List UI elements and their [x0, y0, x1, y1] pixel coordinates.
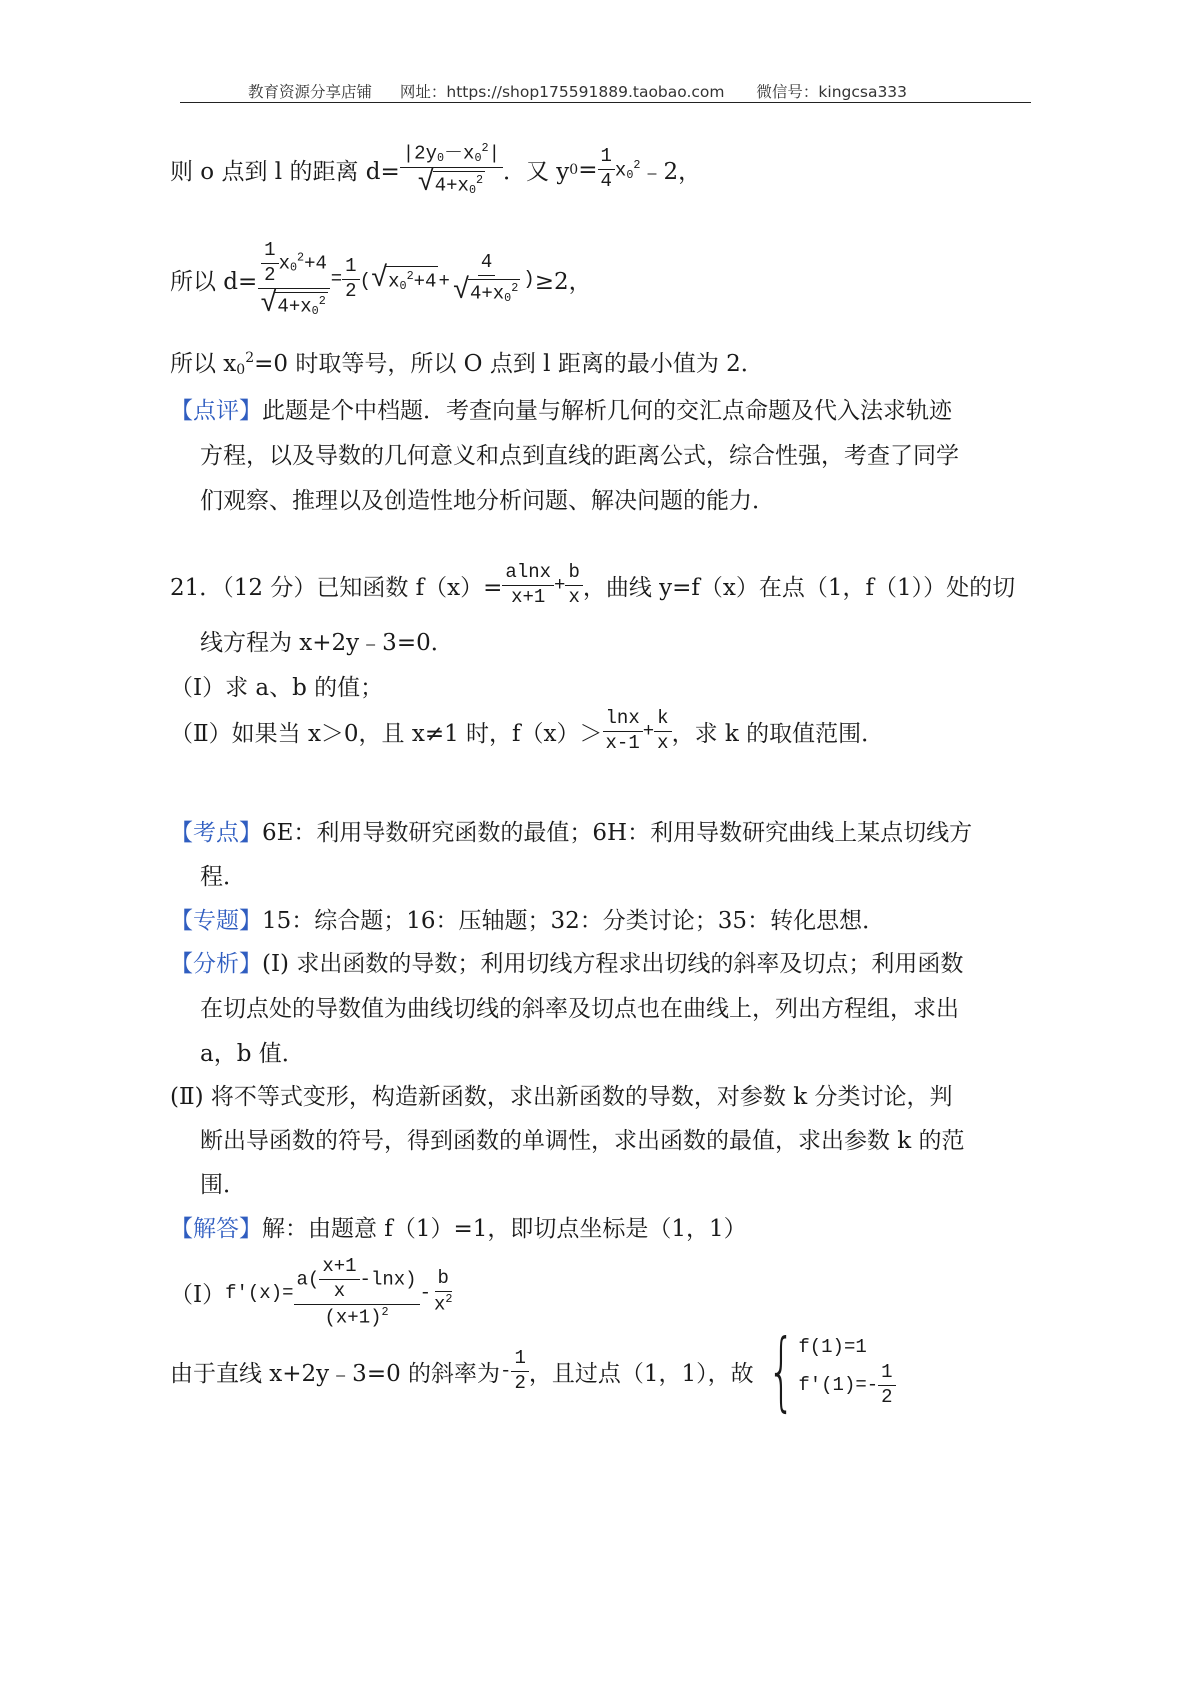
d-inequality: ≥2， [534, 268, 592, 295]
distance-text: 则 o 点到 l 的距离 d= [170, 159, 400, 186]
shop-url[interactable]: https://shop175591889.taobao.com [446, 83, 725, 101]
derivative-line: （Ⅰ） f′(x)= a( $\frac{x+1}{x}$ -lnx) $(x+1)^2$ - $\frac{b}{x^2}$ [170, 1255, 453, 1329]
stem-prefix: 21．（12 分）已知函数 f（x）= [170, 574, 503, 601]
fenxi-line-5: 断出导函数的符号，得到函数的单调性，求出函数的最值，求出参数 k 的范 [200, 1128, 965, 1154]
fenxi-line-6: 围． [200, 1172, 246, 1198]
zhuanti-line [170, 902, 885, 935]
min-prefix: 所以 x [170, 351, 237, 377]
comment-text-1: 此题是个中档题．考查向量与解析几何的交汇点命题及代入法求轨迹 [262, 398, 952, 424]
fenxi-line-3: a，b 值． [200, 1041, 305, 1067]
derivative-fraction: a( $\frac{x+1}{x}$ -lnx) $(x+1)^2$ [294, 1256, 420, 1329]
part-2: （Ⅱ）如果当 x＞0，且 x≠1 时，f（x）＞ $\frac{\ln x}{x-1}$ + $\frac{k}{x}$ ，求 k 的取值范围． [170, 707, 885, 754]
zhuanti-tag: 【专题】 [170, 908, 262, 934]
comment-tag: 【点评】 [170, 398, 262, 424]
part-2-prefix: （Ⅱ）如果当 x＞0，且 x≠1 时，f（x）＞ [170, 720, 603, 747]
lnx-fraction: $\frac{\ln x}{x-1}$ [603, 708, 643, 755]
comment-line-2: 方程，以及导数的几何意义和点到直线的距离公式，综合性强，考查了同学 [200, 443, 959, 469]
d-fraction: $\frac{1}{2}$ $x_0^2+4$ √ $4+x_0^2$ [257, 240, 330, 318]
system-brace: { [767, 1321, 795, 1421]
wechat-id: kingcsa333 [818, 83, 908, 101]
problem-21-line2: 线方程为 x+2y﹣3=0． [200, 630, 454, 656]
zhuanti-text: 15：综合题；16：压轴题；32：分类讨论；35：转化思想． [262, 908, 886, 934]
slope-line: 由于直线 x+2y﹣3=0 的斜率为 - $\frac{1}{2}$ ，且过点（1，1），故 { f(1)=1 f′(1)=- $\frac{1}{2}$ [170, 1328, 896, 1414]
k-fraction: $\frac{k}{x}$ [654, 708, 671, 755]
kaodian-tag: 【考点】 [170, 820, 262, 846]
f-fraction-2: $\frac{b}{x}$ [565, 562, 582, 609]
header-bar [248, 80, 907, 102]
distance-fraction: $|2y_0-x_0^2|$ √ $4+x_0^2$ [400, 142, 503, 197]
half-fraction: $\frac{1}{2}$ [511, 1348, 528, 1395]
f-fraction-1: $\frac{alnx}{x+1}$ [502, 562, 554, 609]
shop-name: 教育资源分享店铺 [248, 83, 373, 101]
fenxi-line-4: (Ⅱ) 将不等式变形，构造新函数，求出新函数的导数，对参数 k 分类讨论，判 [170, 1084, 953, 1110]
quarter-fraction: $\frac{1}{4}$ [598, 146, 615, 193]
part-1: （Ⅰ）求 a、b 的值； [170, 675, 384, 701]
stem-suffix: ，曲线 y=f（x）在点（1，f（1））处的切 [582, 574, 1016, 601]
equation-system: f(1)=1 f′(1)=- $\frac{1}{2}$ [798, 1333, 895, 1408]
min-text: =0 时取等号，所以 O 点到 l 距离的最小值为 2． [254, 351, 764, 377]
fenxi-text-1: (Ⅰ) 求出函数的导数；利用切线方程求出切线的斜率及切点；利用函数 [262, 951, 964, 977]
jieda-text: 解：由题意 f（1）=1，即切点坐标是（1，1） [262, 1216, 747, 1242]
kaodian-line-1 [170, 814, 972, 847]
wechat-label: 微信号： [756, 83, 819, 101]
kaodian-text: 6E：利用导数研究函数的最值；6H：利用导数研究曲线上某点切线方 [262, 820, 973, 846]
fenxi-line-1 [170, 945, 963, 978]
slope-prefix: 由于直线 x+2y﹣3=0 的斜率为 [170, 1360, 501, 1387]
comment-line-3: 们观察、推理以及创造性地分析问题、解决问题的能力． [200, 488, 775, 514]
d-prefix: 所以 d= [170, 268, 258, 295]
distance-line: 则 o 点到 l 的距离 d= $|2y_0-x_0^2|$ √ $4+x_0^2$ ．又 y 0 = $\frac{1}{4}$ $x_0^2$ ﹣2， [170, 141, 702, 199]
part-2-suffix: ，求 k 的取值范围． [671, 720, 885, 747]
fenxi-line-2: 在切点处的导数值为曲线切线的斜率及切点也在曲线上，列出方程组，求出 [200, 996, 959, 1022]
header-rule [180, 102, 1031, 103]
jieda-line [170, 1210, 747, 1243]
slope-mid: ，且过点（1，1），故 [528, 1360, 754, 1387]
d-expression-line: 所以 d= $\frac{1}{2}$ $x_0^2+4$ √ $4+x_0^2$ = $\frac{1}{2}$ ( √ $x_0^2+4$ + 4 √ $4+x_0^2$ ) ≥2， [170, 239, 592, 320]
y0-end: ﹣2， [640, 159, 702, 186]
fenxi-tag: 【分析】 [170, 951, 262, 977]
jieda-tag: 【解答】 [170, 1216, 262, 1242]
problem-21-stem: 21．（12 分）已知函数 f（x）= $\frac{alnx}{x+1}$ + $\frac{b}{x}$ ，曲线 y=f（x）在点（1，f（1））处的切 [170, 561, 1016, 608]
url-label: 网址： [399, 83, 447, 101]
comment-line-1 [170, 392, 952, 425]
y0-text: ．又 y [502, 159, 570, 186]
kaodian-line-2: 程． [200, 864, 246, 890]
part1-label: （Ⅰ） [170, 1282, 226, 1309]
min-distance-line: 所以 $x_0^2=0$ 时取等号，所以 O 点到 l 距离的最小值为 2． [170, 349, 764, 378]
